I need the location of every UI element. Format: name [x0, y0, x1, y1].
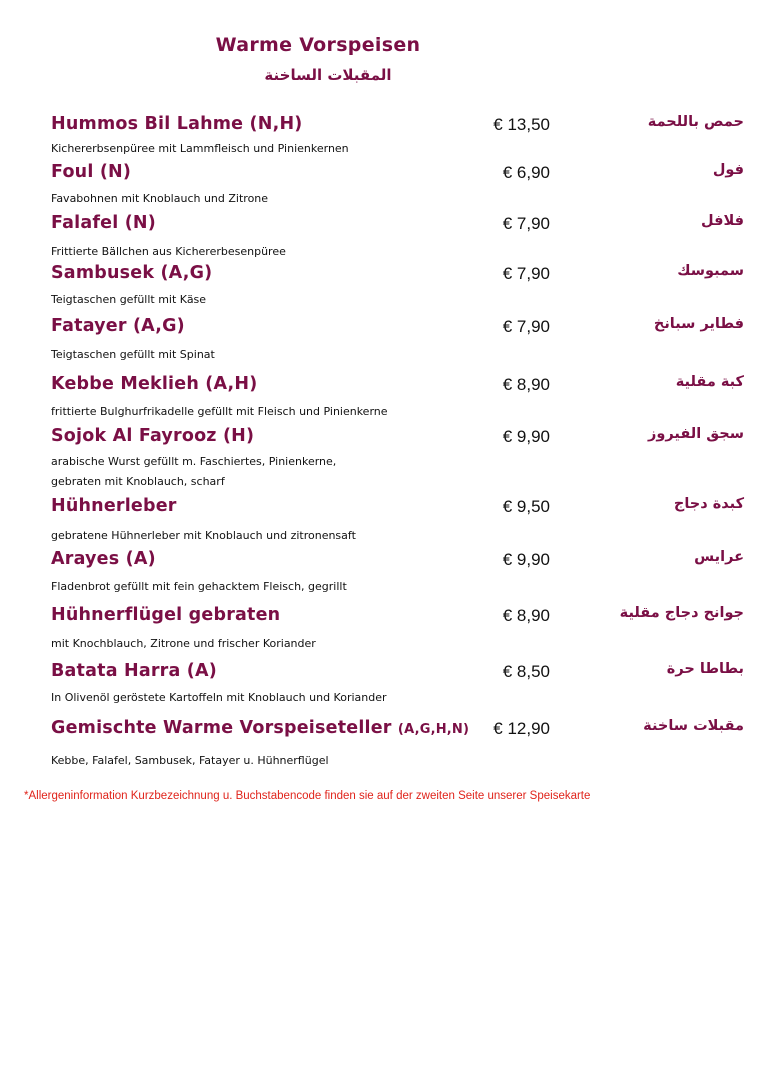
- dish-name: Batata Harra (A): [51, 661, 217, 681]
- dish-name-arabic: سمبوسك: [677, 263, 744, 279]
- dish-description: Teigtaschen gefüllt mit Spinat: [51, 348, 215, 361]
- dish-price: € 9,50: [502, 497, 550, 516]
- dish-name: Hühnerleber: [51, 496, 177, 516]
- dish-description: gebratene Hühnerleber mit Knoblauch und zitronensaft: [51, 529, 356, 542]
- dish-name-arabic: جوانح دجاج مقلية: [619, 605, 744, 621]
- dish-name: Hühnerflügel gebraten: [51, 605, 281, 625]
- dish-description: Teigtaschen gefüllt mit Käse: [51, 293, 207, 306]
- dish-price: € 8,90: [502, 606, 550, 625]
- dish-name: Sojok Al Fayrooz (H): [51, 426, 255, 446]
- dish-description: arabische Wurst gefüllt m. Faschiertes, Pinienkerne,: [51, 455, 337, 468]
- dish-price: € 12,90: [493, 719, 550, 738]
- dish-name-arabic: فلافل: [701, 213, 744, 229]
- dish-name-arabic: فول: [712, 162, 744, 178]
- dish-price: € 6,90: [502, 163, 550, 182]
- dish-price: € 8,50: [502, 662, 550, 681]
- dish-price: € 7,90: [502, 317, 550, 336]
- dish-name-arabic: كبة مقلية: [675, 374, 744, 390]
- dish-description: Fladenbrot gefüllt mit fein gehacktem Fleisch, gegrillt: [51, 580, 347, 593]
- dish-price: € 7,90: [502, 214, 550, 233]
- dish-name-arabic: كبدة دجاج: [673, 496, 744, 512]
- dish-name: Gemischte Warme Vorspeiseteller (A,G,H,N): [51, 718, 470, 738]
- page-title: Warme Vorspeisen: [215, 34, 421, 56]
- dish-name-arabic: عرايس: [694, 549, 744, 565]
- dish-price: € 13,50: [493, 115, 550, 134]
- dish-description: frittierte Bulghurfrikadelle gefüllt mit Fleisch und Pinienkerne: [51, 405, 388, 418]
- dish-name-arabic: سجق الفيروز: [648, 426, 744, 442]
- dish-name-arabic: حمص باللحمة: [647, 114, 744, 130]
- dish-name: Kebbe Meklieh (A,H): [51, 374, 258, 394]
- dish-price: € 9,90: [502, 427, 550, 446]
- dish-description: Frittierte Bällchen aus Kichererbesenpüree: [51, 245, 286, 258]
- dish-description: mit Knochblauch, Zitrone und frischer Koriander: [51, 637, 316, 650]
- dish-name-arabic: مقبلات ساخنة: [643, 718, 744, 734]
- allergen-footnote: *Allergeninformation Kurzbezeichnung u. Buchstabencode finden sie auf der zweiten Seite unserer Speisekarte: [24, 790, 591, 802]
- dish-price: € 8,90: [502, 375, 550, 394]
- dish-description: gebraten mit Knoblauch, scharf: [51, 475, 225, 488]
- dish-name: Sambusek (A,G): [51, 263, 213, 283]
- allergen-codes: (A,G,H,N): [397, 722, 470, 737]
- dish-description: Favabohnen mit Knoblauch und Zitrone: [51, 192, 269, 205]
- dish-description: Kebbe, Falafel, Sambusek, Fatayer u. Hühnerflügel: [51, 754, 329, 767]
- dish-name-arabic: فطاير سبانخ: [653, 316, 744, 332]
- dish-name: Fatayer (A,G): [51, 316, 185, 336]
- dish-name: Arayes (A): [51, 549, 156, 569]
- dish-name-arabic: بطاطا حرة: [666, 661, 744, 677]
- dish-name: Falafel (N): [51, 213, 156, 233]
- dish-name: Hummos Bil Lahme (N,H): [51, 114, 303, 134]
- page-subtitle-arabic: المقبلات الساخنة: [264, 66, 392, 84]
- dish-price: € 9,90: [502, 550, 550, 569]
- dish-description: Kichererbsenpüree mit Lammfleisch und Pinienkernen: [51, 142, 349, 155]
- dish-price: € 7,90: [502, 264, 550, 283]
- dish-description: In Olivenöl geröstete Kartoffeln mit Knoblauch und Koriander: [51, 691, 387, 704]
- dish-name: Foul (N): [51, 162, 132, 182]
